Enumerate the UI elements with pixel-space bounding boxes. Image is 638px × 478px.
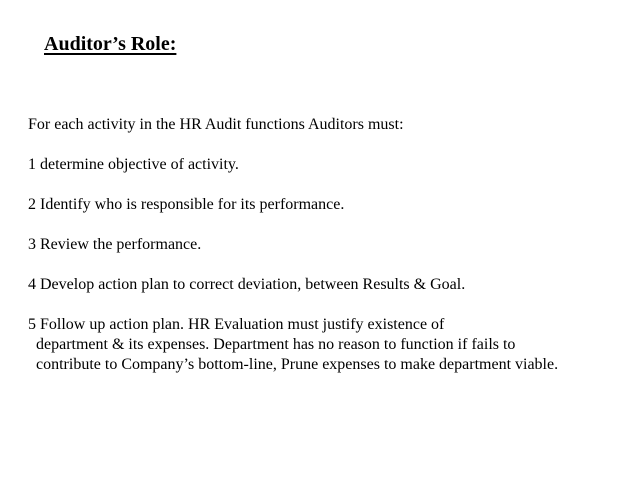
list-item-5-line-2: department & its expenses. Department has no reason to function if fails to (36, 336, 516, 353)
list-item-4: 4 Develop action plan to correct deviation, between Results & Goal. (28, 276, 466, 293)
slide-title: Auditor’s Role: (44, 33, 177, 55)
slide-body (28, 115, 628, 375)
list-item-1: 1 determine objective of activity. (28, 156, 239, 173)
intro-text: For each activity in the HR Audit functions Auditors must: (28, 116, 404, 133)
list-item-5-line-1: 5 Follow up action plan. HR Evaluation must justify existence of (28, 316, 445, 333)
list-item-5-line-3: contribute to Company’s bottom-line, Prune expenses to make department viable. (36, 356, 559, 373)
list-item-3: 3 Review the performance. (28, 236, 202, 253)
list-item-2: 2 Identify who is responsible for its performance. (28, 196, 345, 213)
list-item-5 (28, 315, 628, 375)
